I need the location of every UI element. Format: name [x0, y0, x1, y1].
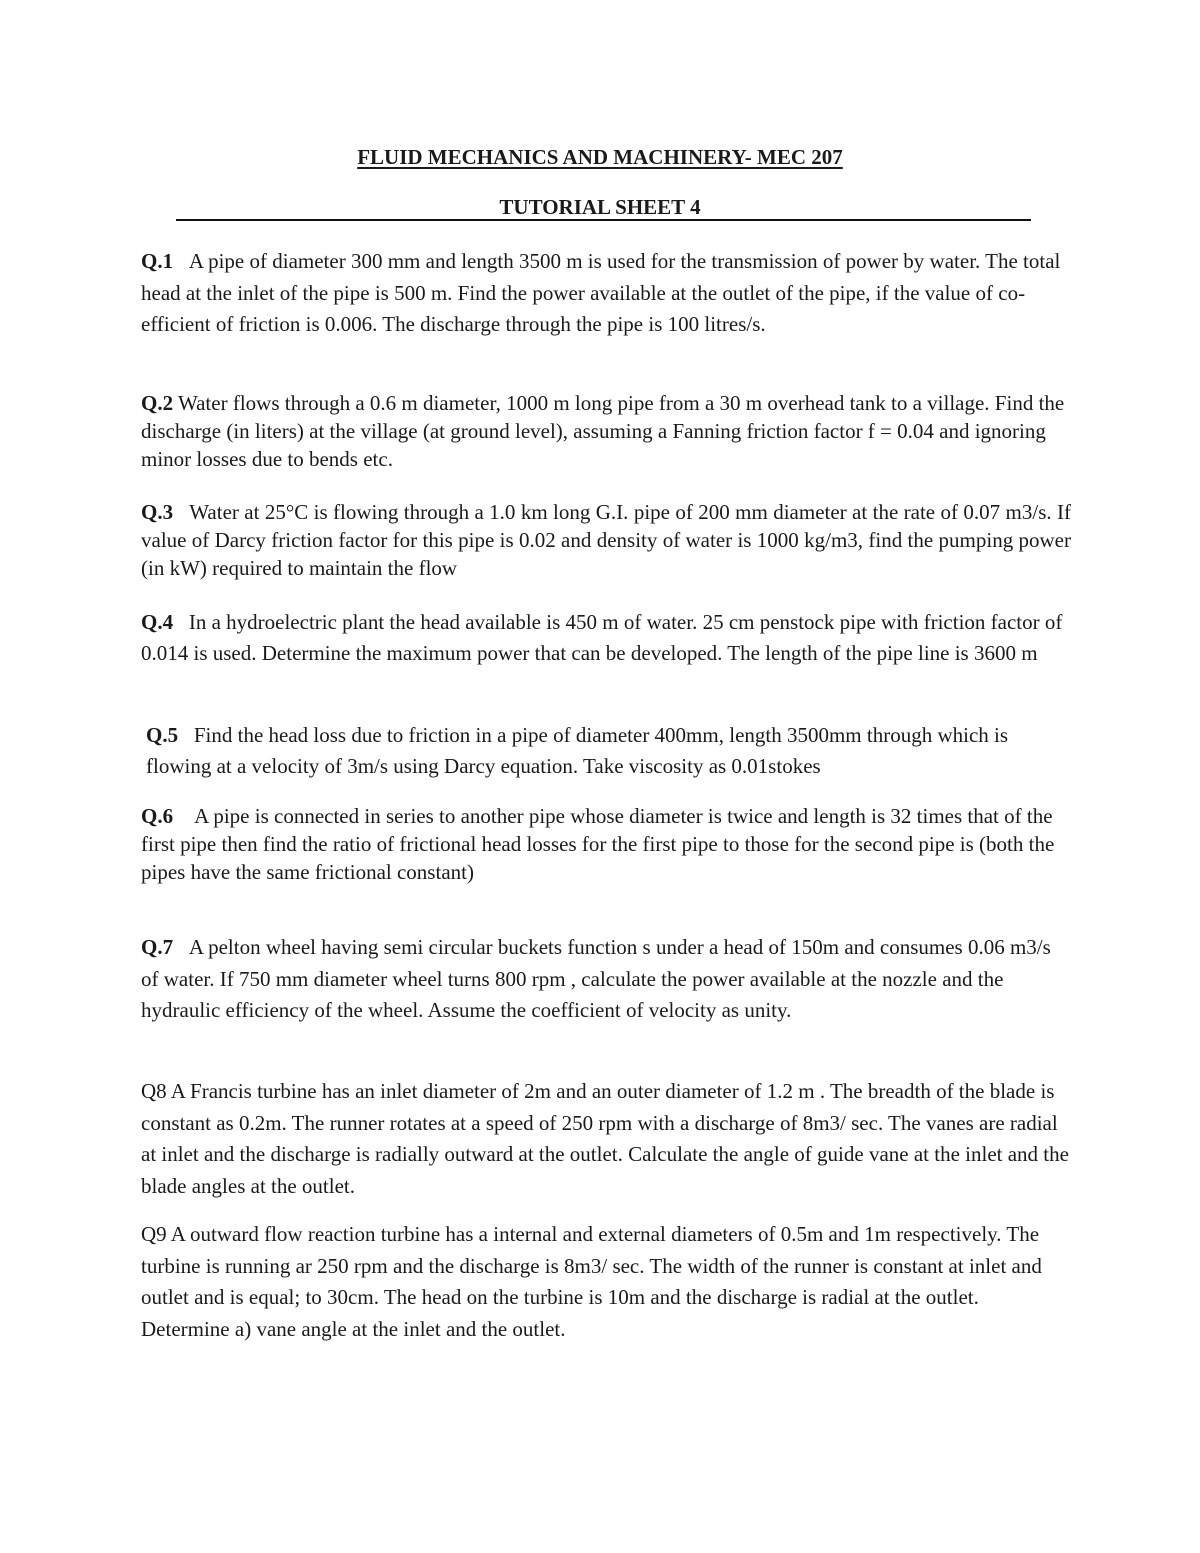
question-2: [141, 389, 1071, 473]
question-text: Find the head loss due to friction in a pipe of diameter 400mm, length 3500mm through which is flowing at a velocity of 3m/s using Darcy equation. Take viscosity as 0.01stokes: [146, 723, 1009, 778]
question-4: [141, 607, 1071, 668]
question-label: Q.7: [141, 935, 174, 959]
question-text: A pelton wheel having semi circular buckets function s under a head of 150m and consumes 0.06 m3/s of water. If 750 mm diameter wheel turns 800 rpm , calculate the power available at the nozzle and the hydraulic efficiency of the wheel. Assume the coefficient of velocity as unity.: [141, 935, 1051, 1022]
question-label: Q8: [141, 1079, 167, 1103]
question-label: Q.2: [141, 391, 174, 415]
title-divider: [176, 219, 1031, 221]
sheet-title: TUTORIAL SHEET 4: [499, 195, 701, 219]
question-text: A outward flow reaction turbine has a internal and external diameters of 0.5m and 1m respectively. The turbine is running ar 250 rpm and the discharge is 8m3/ sec. The width of the runner is constant at inlet and outlet and is equal; to 30cm. The head on the turbine is 10m and the discharge is radial at the outlet. Determine a) vane angle at the inlet and the outlet.: [141, 1222, 1042, 1341]
question-label: Q.6: [141, 804, 174, 828]
question-label: Q.1: [141, 249, 174, 273]
question-5: [146, 720, 1076, 781]
question-label: Q.3: [141, 500, 174, 524]
question-label: Q.4: [141, 610, 174, 634]
question-text: In a hydroelectric plant the head available is 450 m of water. 25 cm penstock pipe with friction factor of 0.014 is used. Determine the maximum power that can be developed. The length of the pipe line is 3600 m: [141, 610, 1063, 665]
question-8: [141, 1076, 1071, 1202]
question-text: A pipe is connected in series to another pipe whose diameter is twice and length is 32 times that of the first pipe then find the ratio of frictional head losses for the first pipe to those for the second pipe is (both the pipes have the same frictional constant): [141, 804, 1055, 884]
question-text: Water at 25°C is flowing through a 1.0 km long G.I. pipe of 200 mm diameter at the rate of 0.07 m3/s. If value of Darcy friction factor for this pipe is 0.02 and density of water is 1000 kg/m3, find the pumping power (in kW) required to maintain the flow: [141, 500, 1072, 580]
question-text: A Francis turbine has an inlet diameter of 2m and an outer diameter of 1.2 m . The breadth of the blade is constant as 0.2m. The runner rotates at a speed of 250 rpm with a discharge of 8m3/ sec. The vanes are radial at inlet and the discharge is radially outward at the outlet. Calculate the angle of guide vane at the inlet and the blade angles at the outlet.: [141, 1079, 1069, 1198]
course-title: FLUID MECHANICS AND MACHINERY- MEC 207: [357, 145, 843, 169]
question-3: [141, 498, 1071, 582]
question-text: Water flows through a 0.6 m diameter, 1000 m long pipe from a 30 m overhead tank to a village. Find the discharge (in liters) at the village (at ground level), assuming a Fanning friction factor f = 0.04 and ignoring minor losses due to bends etc.: [141, 391, 1065, 471]
question-9: [141, 1219, 1071, 1345]
question-6: [141, 802, 1071, 886]
question-7: [141, 932, 1071, 1027]
question-text: A pipe of diameter 300 mm and length 3500 m is used for the transmission of power by water. The total head at the inlet of the pipe is 500 m. Find the power available at the outlet of the pipe, if the value of co-efficient of friction is 0.006. The discharge through the pipe is 100 litres/s.: [141, 249, 1061, 336]
question-label: Q.5: [146, 723, 179, 747]
question-label: Q9: [141, 1222, 167, 1246]
question-1: [141, 246, 1071, 341]
